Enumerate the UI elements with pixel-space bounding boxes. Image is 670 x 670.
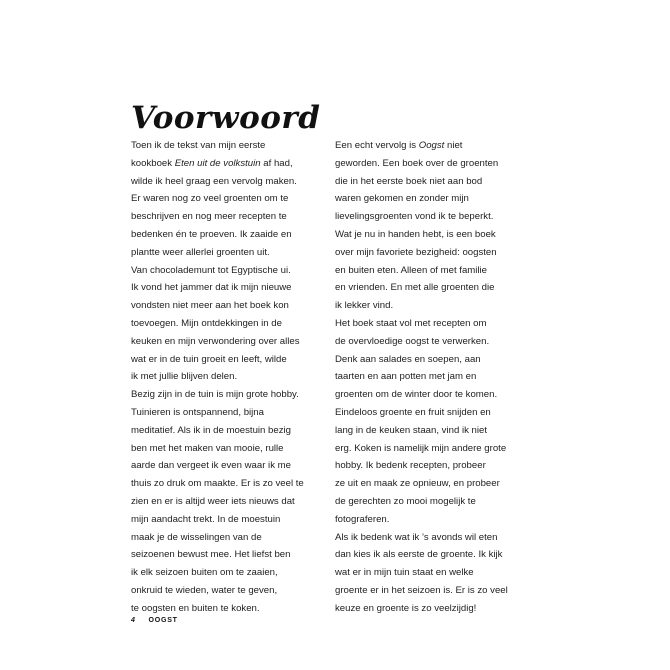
text-line: Eindeloos groente en fruit snijden en — [335, 406, 491, 418]
text-line: wat er in mijn tuin staat en welke — [335, 567, 474, 579]
page-footer — [131, 617, 178, 624]
text-line: wilde ik heel graag een vervolg maken. — [131, 175, 297, 187]
text-line: ik met jullie blijven delen. — [131, 371, 238, 383]
page-title: Voorwoord — [131, 99, 321, 136]
text-line: onkruid te wieden, water te geven, — [131, 584, 278, 596]
text-line — [131, 155, 319, 173]
text-line: ze uit en maak ze opnieuw, en probeer — [335, 478, 500, 490]
running-title: OOGST — [148, 617, 178, 624]
text-line: Tuinieren is ontspannend, bijna — [131, 406, 264, 418]
text-line: meditatief. Als ik in de moestuin bezig — [131, 424, 291, 436]
text-line: taarten en aan potten met jam en — [335, 371, 477, 383]
text-fragment: kookboek — [131, 157, 175, 169]
text-line: en buiten eten. Alleen of met familie — [335, 264, 487, 276]
text-line: Denk aan salades en soepen, aan — [335, 353, 481, 365]
text-column-left — [131, 137, 319, 618]
text-line: wat er in de tuin groeit en leeft, wilde — [131, 353, 287, 365]
text-line: groenten om de winter door te komen. — [335, 389, 498, 401]
text-line: keuken en mijn verwondering over alles — [131, 335, 300, 347]
text-line: groente er in het seizoen is. Er is zo veel — [335, 584, 508, 596]
text-line: mijn aandacht trekt. In de moestuin — [131, 513, 281, 525]
text-line: lievelingsgroenten vond ik te beperkt. — [335, 211, 494, 223]
text-line: waren gekomen en zonder mijn — [335, 193, 469, 205]
text-line: ik lekker vind. — [335, 300, 394, 312]
text-line: Als ik bedenk wat ik ’s avonds wil eten — [335, 531, 498, 543]
text-fragment: niet — [444, 140, 463, 151]
text-line: keuze en groente is zo veelzijdig! — [335, 602, 477, 614]
text-line: Van chocolademunt tot Egyptische ui. — [131, 264, 291, 276]
text-line: aarde dan vergeet ik even waar ik me — [131, 460, 291, 472]
text-line: Bezig zijn in de tuin is mijn grote hobby. — [131, 389, 299, 401]
text-line: Er waren nog zo veel groenten om te — [131, 193, 289, 205]
text-line: toevoegen. Mijn ontdekkingen in de — [131, 317, 282, 329]
text-line: ben met het maken van mooie, rulle — [131, 442, 284, 454]
text-line: dan kies ik als eerste de groente. Ik kijk — [335, 549, 503, 561]
text-line: ik elk seizoen buiten om te zaaien, — [131, 567, 278, 579]
text-line: maak je de wisselingen van de — [131, 531, 262, 543]
text-line: en vrienden. En met alle groenten die — [335, 282, 495, 294]
text-line: lang in de keuken staan, vind ik niet — [335, 424, 488, 436]
text-line: zien en er is altijd weer iets nieuws dat — [131, 495, 295, 507]
text-line: te oogsten en buiten te koken. — [131, 602, 260, 614]
text-line — [335, 137, 523, 155]
text-line: vondsten niet meer aan het boek kon — [131, 300, 289, 312]
text-line: Het boek staat vol met recepten om — [335, 317, 487, 329]
text-line: de gerechten zo mooi mogelijk te — [335, 495, 476, 507]
text-line: Ik vond het jammer dat ik mijn nieuwe — [131, 282, 292, 294]
text-fragment: af had, — [260, 157, 293, 169]
text-line: bedenken én te proeven. Ik zaaide en — [131, 228, 292, 240]
text-line: thuis zo druk om maakte. Er is zo veel te — [131, 478, 304, 490]
text-line: Toen ik de tekst van mijn eerste — [131, 140, 266, 151]
text-line: beschrijven en nog meer recepten te — [131, 211, 287, 223]
text-line: erg. Koken is namelijk mijn andere grote — [335, 442, 507, 454]
page-number: 4 — [131, 617, 136, 624]
text-line: Wat je nu in handen hebt, is een boek — [335, 228, 496, 240]
italic-title: Eten uit de volkstuin — [174, 157, 261, 169]
text-line: hobby. Ik bedenk recepten, probeer — [335, 460, 486, 472]
text-fragment: Een echt vervolg is — [335, 140, 419, 151]
text-column-right — [335, 137, 523, 618]
text-line: de overvloedige oogst te verwerken. — [335, 335, 490, 347]
text-line: fotograferen. — [335, 513, 390, 525]
text-line: die in het eerste boek niet aan bod — [335, 175, 483, 187]
text-line: plantte weer allerlei groenten uit. — [131, 246, 270, 258]
italic-title: Oogst — [418, 140, 445, 151]
text-line: geworden. Een boek over de groenten — [335, 157, 499, 169]
text-line: over mijn favoriete bezigheid: oogsten — [335, 246, 497, 258]
text-line: seizoenen bewust mee. Het liefst ben — [131, 549, 291, 561]
